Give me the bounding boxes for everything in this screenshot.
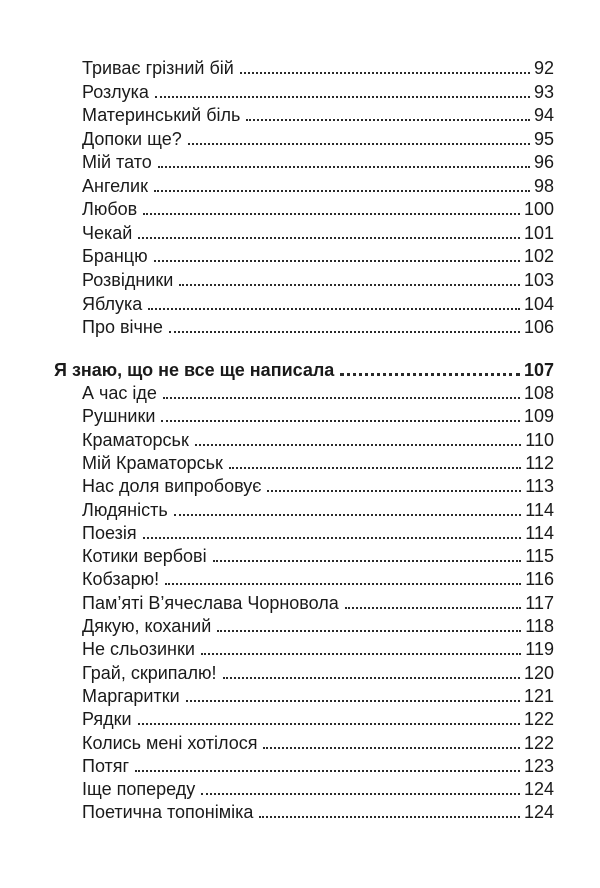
toc-entry — [82, 314, 554, 338]
toc-entry — [82, 497, 554, 521]
dot-leader — [229, 467, 521, 469]
toc-entry-title: Допоки ще? — [82, 129, 182, 149]
dot-leader — [158, 166, 530, 168]
toc-entry — [82, 450, 554, 474]
toc-entry — [82, 776, 554, 800]
toc-entry-title: Бранцю — [82, 246, 148, 266]
toc-entry — [82, 636, 554, 660]
toc-entry-page-number: 116 — [525, 569, 554, 589]
toc-entry — [82, 660, 554, 684]
toc-entry-page-number: 106 — [523, 317, 554, 337]
toc-entry — [82, 427, 554, 451]
toc-entry — [82, 730, 554, 754]
toc-entry-page-number: 103 — [523, 270, 554, 290]
toc-entry-title: Людяність — [82, 500, 168, 520]
toc-entry-title: Нас доля випробовує — [82, 476, 262, 496]
toc-entry-title: Розлука — [82, 82, 149, 102]
toc-entry-title: Пам’яті В’ячеслава Чорновола — [82, 593, 339, 613]
toc-entry-page-number: 107 — [523, 360, 554, 380]
dot-leader — [155, 96, 530, 98]
dot-leader — [188, 143, 530, 145]
dot-leader — [138, 723, 520, 725]
toc-section-heading — [54, 357, 554, 381]
toc-entry — [82, 403, 554, 427]
toc-entry-page-number: 122 — [523, 733, 554, 753]
toc-entry-page-number: 102 — [523, 246, 554, 266]
dot-leader — [135, 770, 520, 772]
toc-entry — [82, 173, 554, 197]
toc-entry-page-number: 122 — [523, 709, 554, 729]
dot-leader — [138, 237, 520, 239]
toc-entry-title: Мій Краматорськ — [82, 453, 223, 473]
toc-entry-page-number: 123 — [523, 756, 554, 776]
toc-entry-page-number: 100 — [523, 199, 554, 219]
toc-entry-page-number: 112 — [525, 453, 554, 473]
toc-entry-page-number: 108 — [523, 383, 554, 403]
toc-entry-title: Любов — [82, 199, 138, 219]
toc-entry-title: Розвідники — [82, 270, 174, 290]
dot-leader — [195, 444, 521, 446]
toc-entry — [82, 706, 554, 730]
toc-entry — [82, 683, 554, 707]
toc-entry-title: Поетична топоніміка — [82, 802, 254, 822]
toc-entry-title: Я знаю, що не все ще написала — [54, 360, 335, 380]
toc-entry-title: Не сльозинки — [82, 639, 195, 659]
dot-leader — [267, 490, 521, 492]
toc-entry-title: Рядки — [82, 709, 132, 729]
toc-entry — [82, 102, 554, 126]
toc-entry — [82, 520, 554, 544]
toc-entry — [82, 543, 554, 567]
toc-entry-page-number: 118 — [525, 616, 554, 636]
toc-entry — [82, 220, 554, 244]
toc-entry-title: Потяг — [82, 756, 130, 776]
dot-leader — [201, 793, 520, 795]
toc-entry — [82, 126, 554, 150]
toc-entry — [82, 55, 554, 79]
toc-entry-title: Триває грізний бій — [82, 58, 234, 78]
dot-leader — [154, 190, 530, 192]
toc-entry-title: Яблука — [82, 294, 143, 314]
toc-entry — [82, 243, 554, 267]
toc-entry-title: Іще попереду — [82, 779, 196, 799]
toc-entry-page-number: 115 — [525, 546, 554, 566]
dot-leader — [240, 72, 530, 74]
toc-entry-title: Колись мені хотілося — [82, 733, 258, 753]
toc-entry-page-number: 92 — [533, 58, 554, 78]
dot-leader — [263, 747, 519, 749]
toc-entry-title: Маргаритки — [82, 686, 180, 706]
toc-entry-title: Чекай — [82, 223, 133, 243]
toc-entry-title: Краматорськ — [82, 430, 189, 450]
toc-entry-page-number: 120 — [523, 663, 554, 683]
dot-leader — [259, 816, 520, 818]
toc-entry-title: Материнський біль — [82, 105, 241, 125]
dot-leader — [165, 583, 521, 585]
toc-entry-page-number: 124 — [523, 779, 554, 799]
toc-entry-title: Мій тато — [82, 152, 152, 172]
toc-entry-page-number: 104 — [523, 294, 554, 314]
toc-entry-title: Про вічне — [82, 317, 163, 337]
toc-entry-page-number: 110 — [525, 430, 554, 450]
toc-entry — [82, 380, 554, 404]
toc-entry-title: Поезія — [82, 523, 137, 543]
toc-entry — [82, 267, 554, 291]
dot-leader — [345, 607, 521, 609]
toc-entry-title: Грай, скрипалю! — [82, 663, 217, 683]
toc-entry-page-number: 114 — [525, 500, 554, 520]
dot-leader — [223, 677, 520, 679]
toc-entry — [82, 196, 554, 220]
dot-leader — [163, 397, 520, 399]
toc-entry-page-number: 113 — [525, 476, 554, 496]
dot-leader — [143, 213, 520, 215]
toc-entry — [82, 753, 554, 777]
toc-entry — [82, 613, 554, 637]
dot-leader — [201, 653, 521, 655]
toc-entry — [82, 473, 554, 497]
dot-leader — [179, 284, 520, 286]
toc-entry-page-number: 96 — [533, 152, 554, 172]
toc-entry-page-number: 94 — [533, 105, 554, 125]
toc-entry — [82, 79, 554, 103]
dot-leader — [169, 331, 520, 333]
toc-entry-page-number: 101 — [523, 223, 554, 243]
toc-entry — [82, 566, 554, 590]
toc-entry-page-number: 95 — [533, 129, 554, 149]
toc-entry — [82, 149, 554, 173]
toc-entry-page-number: 98 — [533, 176, 554, 196]
toc-entry-page-number: 114 — [525, 523, 554, 543]
dot-leader — [246, 119, 530, 121]
dot-leader — [186, 700, 520, 702]
toc-entry — [82, 799, 554, 823]
toc-entry-title: Дякую, коханий — [82, 616, 212, 636]
dot-leader — [161, 420, 520, 422]
toc-entry-page-number: 121 — [523, 686, 554, 706]
toc-entry-title: Рушники — [82, 406, 156, 426]
dot-leader — [154, 260, 520, 262]
toc-entry-page-number: 124 — [523, 802, 554, 822]
toc-entry-title: Ангелик — [82, 176, 148, 196]
dot-leader — [217, 630, 521, 632]
dot-leader — [148, 308, 520, 310]
dot-leader — [174, 514, 522, 516]
toc-entry-page-number: 117 — [525, 593, 554, 613]
dot-leader — [340, 373, 520, 376]
toc-entry-page-number: 119 — [525, 639, 554, 659]
dot-leader — [143, 537, 522, 539]
toc-entry-title: А час іде — [82, 383, 157, 403]
toc-entry-page-number: 109 — [523, 406, 554, 426]
dot-leader — [213, 560, 522, 562]
toc-entry-title: Котики вербові — [82, 546, 207, 566]
toc-entry — [82, 291, 554, 315]
toc-entry-title: Кобзарю! — [82, 569, 160, 589]
toc-entry — [82, 590, 554, 614]
toc-entry-page-number: 93 — [533, 82, 554, 102]
